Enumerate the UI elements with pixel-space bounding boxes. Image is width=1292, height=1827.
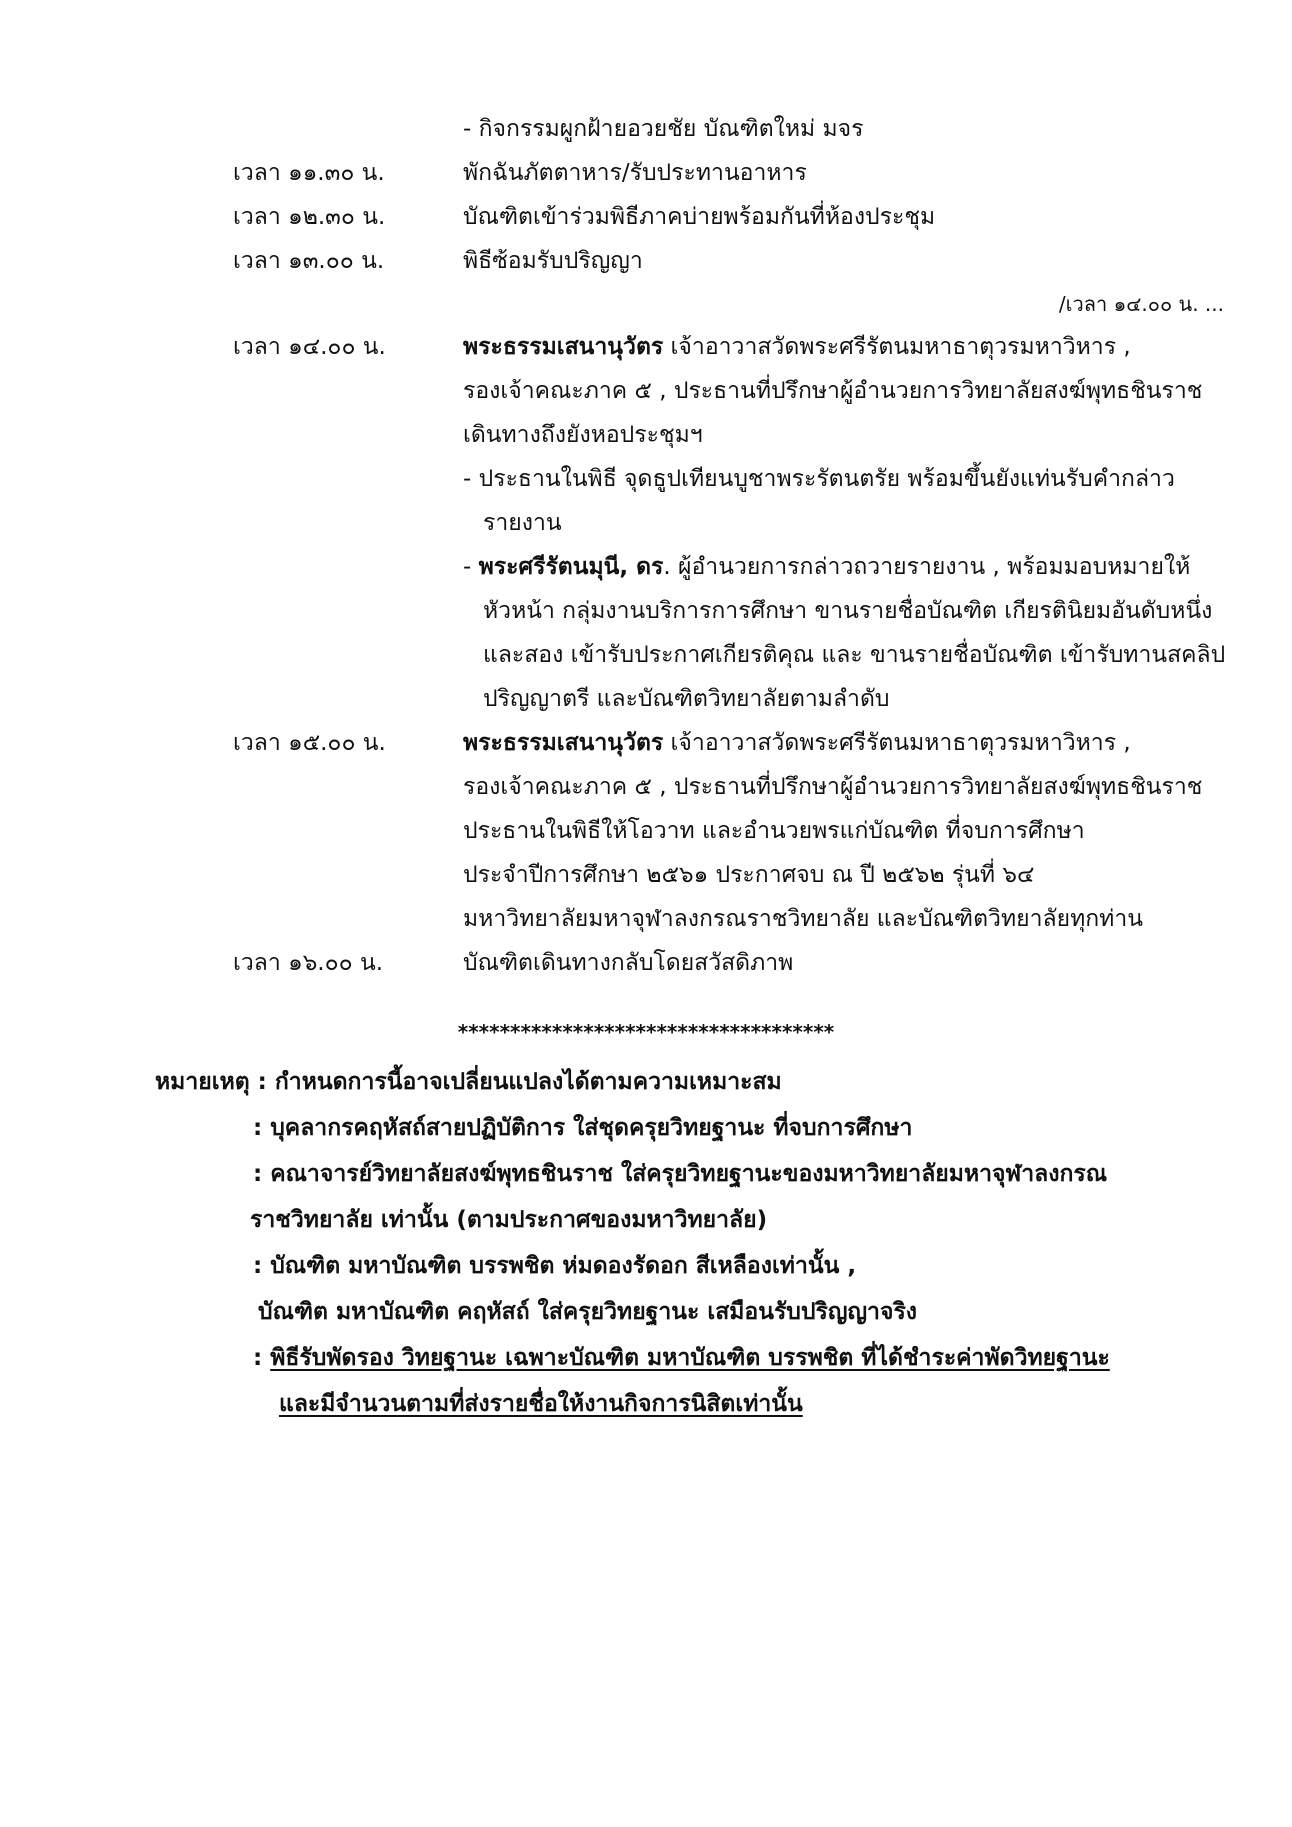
bullet2-line4: ปริญญาตรี และบัณฑิตวิทยาลัยตามลำดับ bbox=[483, 686, 890, 712]
text-1500-line4: ประจำปีการศึกษา ๒๕๖๑ ประกาศจบ ณ ปี ๒๕๖๒ รุ่นที่ ๖๔ bbox=[463, 862, 1035, 888]
text-1400-line1 bbox=[463, 332, 1131, 362]
text-1500-line1 bbox=[463, 728, 1131, 758]
name-phra-si: พระศรีรัตนมุนี, ดร bbox=[478, 554, 664, 580]
text-1500-line1-rest: เจ้าอาวาสวัดพระศรีรัตนมหาธาตุวรมหาวิหาร , bbox=[663, 730, 1131, 756]
time-1130: เวลา ๑๑.๓๐ น. bbox=[233, 160, 385, 186]
note-3-line1: : คณาจารย์วิทยาลัยสงฆ์พุทธชินราช ใส่ครุยวิทยฐานะของมหาวิทยาลัยมหาจุฬาลงกรณ bbox=[253, 1161, 1108, 1187]
activity-line: - กิจกรรมผูกฝ้ายอวยชัย บัณฑิตใหม่ มจร bbox=[463, 116, 864, 142]
text-1300: พิธีซ้อมรับปริญญา bbox=[463, 248, 643, 274]
note-5-line1 bbox=[253, 1343, 1110, 1373]
time-1400: เวลา ๑๔.๐๐ น. bbox=[233, 334, 386, 360]
time-1230: เวลา ๑๒.๓๐ น. bbox=[233, 204, 386, 230]
text-1400-line1-rest: เจ้าอาวาสวัดพระศรีรัตนมหาธาตุวรมหาวิหาร , bbox=[663, 334, 1131, 360]
text-1500-line3: ประธานในพิธีให้โอวาท และอำนวยพรแก่บัณฑิต ที่จบการศึกษา bbox=[463, 818, 1085, 844]
name-phra-tham: พระธรรมเสนานุวัตร bbox=[463, 334, 664, 360]
note-5-colon: : bbox=[253, 1345, 271, 1371]
time-1300: เวลา ๑๓.๐๐ น. bbox=[233, 248, 385, 274]
text-1600: บัณฑิตเดินทางกลับโดยสวัสดิภาพ bbox=[463, 950, 794, 976]
note-5-line2: และมีจำนวนตามที่ส่งรายชื่อให้งานกิจการนิสิตเท่านั้น bbox=[279, 1391, 803, 1417]
text-1130: พักฉันภัตตาหาร/รับประทานอาหาร bbox=[463, 160, 807, 186]
separator-stars: ************************************ bbox=[457, 1020, 835, 1044]
text-1400-line2: รองเจ้าคณะภาค ๕ , ประธานที่ปรึกษาผู้อำนวยการวิทยาลัยสงฆ์พุทธชินราช bbox=[463, 378, 1203, 404]
note-5-underlined-1: พิธีรับพัดรอง วิทยฐานะ เฉพาะบัณฑิต มหาบัณฑิต บรรพชิต ที่ได้ชำระค่าพัดวิทยฐานะ bbox=[270, 1345, 1110, 1371]
bullet1-line2: รายงาน bbox=[483, 510, 562, 536]
bullet2-line2: หัวหน้า กลุ่มงานบริการการศึกษา ขานรายชื่อบัณฑิต เกียรตินิยมอันดับหนึ่ง bbox=[483, 598, 1213, 624]
time-1500: เวลา ๑๕.๐๐ น. bbox=[233, 730, 386, 756]
bullet1-line1: - ประธานในพิธี จุดธูปเทียนบูชาพระรัตนตรัย พร้อมขึ้นยังแท่นรับคำกล่าว bbox=[463, 466, 1175, 492]
bullet2-dash: - bbox=[463, 554, 479, 580]
text-1500-line2: รองเจ้าคณะภาค ๕ , ประธานที่ปรึกษาผู้อำนวยการวิทยาลัยสงฆ์พุทธชินราช bbox=[463, 774, 1203, 800]
note-3-line2: ราชวิทยาลัย เท่านั้น (ตามประกาศของมหาวิทยาลัย) bbox=[250, 1207, 768, 1233]
continuation-note: /เวลา ๑๔.๐๐ น. ... bbox=[1058, 292, 1224, 316]
bullet2-line1-rest: . ผู้อำนวยการกล่าวถวายรายงาน , พร้อมมอบหมายให้ bbox=[663, 554, 1191, 580]
note-4-line2: บัณฑิต มหาบัณฑิต คฤหัสถ์ ใส่ครุยวิทยฐานะ เสมือนรับปริญญาจริง bbox=[258, 1299, 918, 1325]
text-1230: บัณฑิตเข้าร่วมพิธีภาคบ่ายพร้อมกันที่ห้องประชุม bbox=[463, 204, 936, 230]
name-phra-tham-2: พระธรรมเสนานุวัตร bbox=[463, 730, 664, 756]
text-1500-line5: มหาวิทยาลัยมหาจุฬาลงกรณราชวิทยาลัย และบัณฑิตวิทยาลัยทุกท่าน bbox=[463, 906, 1143, 932]
bullet2-line1 bbox=[463, 552, 1190, 582]
text-1400-line3: เดินทางถึงยังหอประชุมฯ bbox=[463, 422, 703, 448]
note-4-line1: : บัณฑิต มหาบัณฑิต บรรพชิต ห่มดองรัดอก สีเหลืองเท่านั้น , bbox=[253, 1253, 857, 1279]
bullet2-line3: และสอง เข้ารับประกาศเกียรติคุณ และ ขานรายชื่อบัณฑิต เข้ารับทานสคลิป bbox=[483, 642, 1226, 668]
note-heading: หมายเหตุ : กำหนดการนี้อาจเปลี่ยนแปลงได้ตามความเหมาะสม bbox=[155, 1069, 782, 1095]
time-1600: เวลา ๑๖.๐๐ น. bbox=[233, 950, 384, 976]
note-2: : บุคลากรคฤหัสถ์สายปฏิบัติการ ใส่ชุดครุยวิทยฐานะ ที่จบการศึกษา bbox=[253, 1115, 913, 1141]
